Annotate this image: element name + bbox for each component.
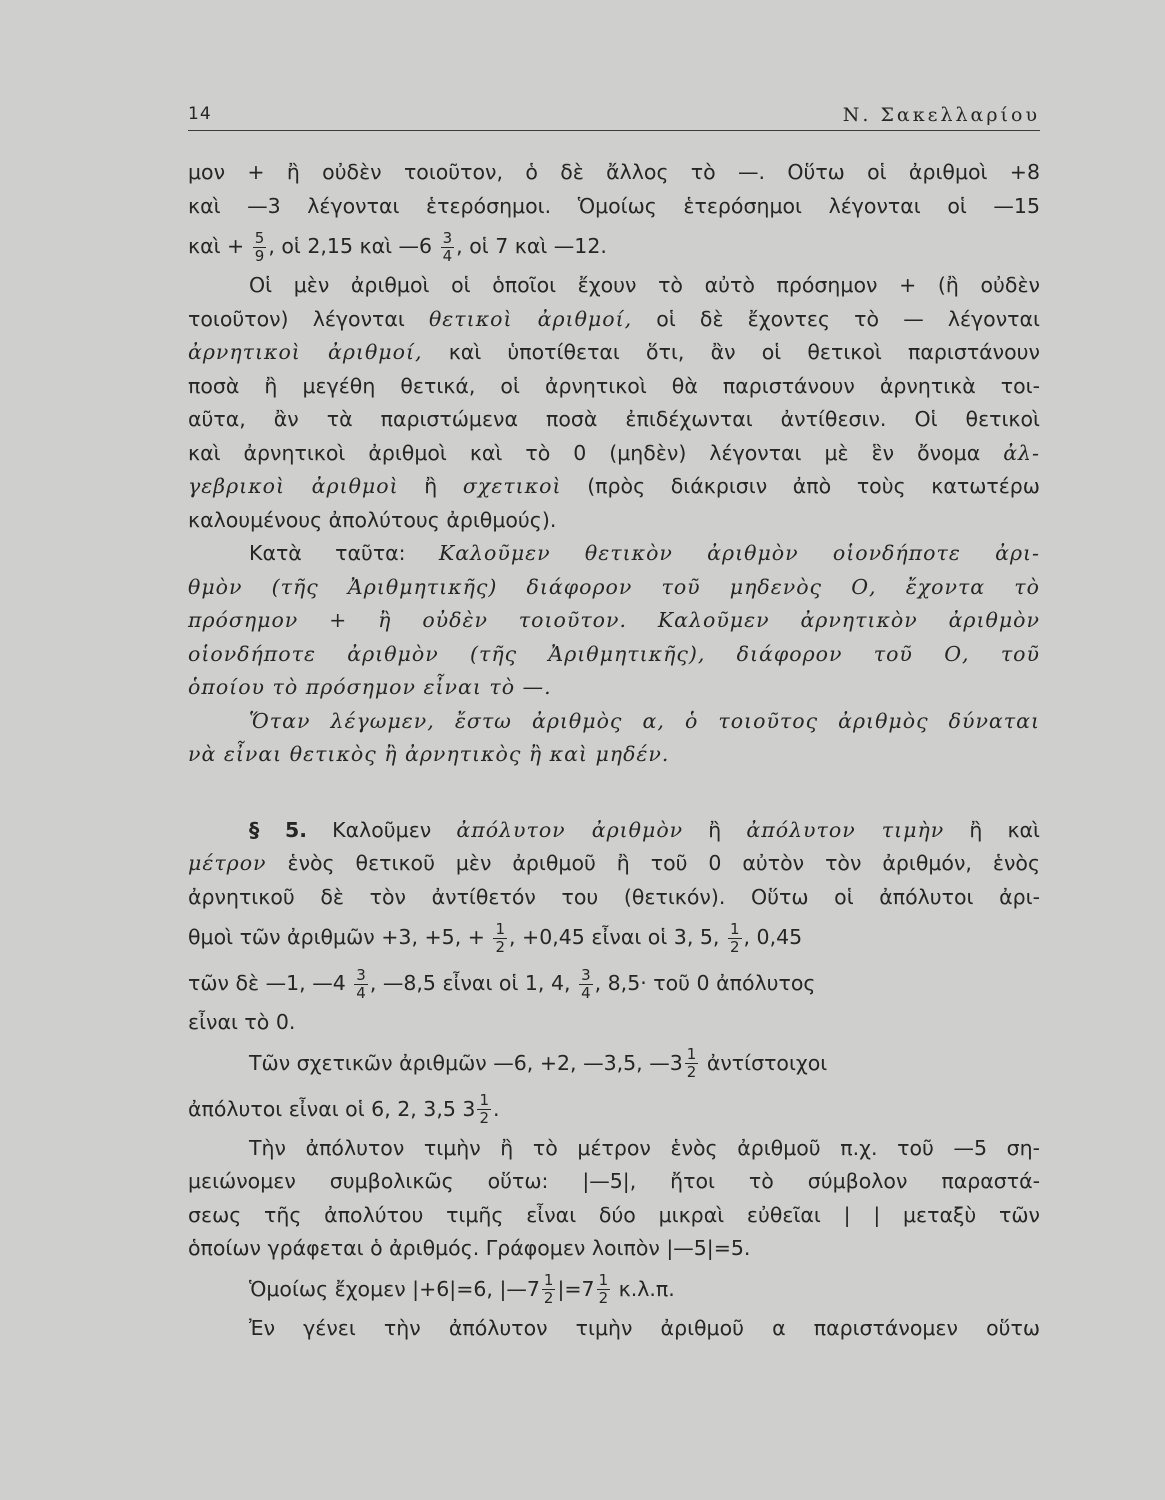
fraction-denominator: 2 bbox=[479, 1109, 490, 1127]
fraction-numerator: 1 bbox=[543, 1271, 554, 1289]
text-line bbox=[188, 914, 1040, 960]
fraction-numerator: 5 bbox=[254, 228, 265, 247]
text-line: μον + ἢ οὐδὲν τοιοῦτον, ὁ δὲ ἄλλος τὸ —. Οὕτω οἱ ἀριθμοὶ +8 bbox=[188, 160, 1040, 184]
text-segment: Καλοῦμεν bbox=[332, 817, 432, 842]
paragraph bbox=[188, 156, 1040, 269]
page-number: 14 bbox=[188, 104, 212, 124]
text-segment: ἀπόλυτοι εἶναι οἱ 6, 2, 3,5 3 bbox=[188, 1096, 476, 1121]
text-segment: , +0,45 εἶναι οἱ 3, 5, bbox=[509, 925, 720, 949]
fraction-numerator: 3 bbox=[356, 965, 366, 984]
fraction bbox=[441, 230, 455, 265]
text-line bbox=[188, 1040, 1040, 1086]
fraction bbox=[728, 921, 742, 956]
paragraph bbox=[188, 1132, 1040, 1266]
text-segment: |=7 bbox=[557, 1276, 595, 1301]
italic-term: θετικοὶ ἀριθμοί, bbox=[428, 306, 633, 331]
text-segment: Τῶν σχετικῶν ἀριθμῶν —6, +2, —3,5, —3 bbox=[249, 1050, 683, 1075]
fraction-numerator: 1 bbox=[729, 919, 740, 938]
text-segment: ἑνὸς θετικοῦ μὲν ἀριθμοῦ ἢ τοῦ 0 αὐτὸν τὸν ἀριθμόν, ἑνὸς bbox=[287, 851, 1040, 875]
text-line bbox=[188, 537, 1040, 571]
text-line bbox=[188, 960, 1040, 1006]
text-segment: , 0,45 bbox=[743, 925, 803, 949]
text-line bbox=[188, 303, 1040, 337]
text-line: Ἐν γένει τὴν ἀπόλυτον τιμὴν ἀριθμοῦ α παριστάνομεν οὕτω bbox=[249, 1315, 1040, 1340]
fraction bbox=[597, 1272, 611, 1307]
text-line: ὁποίων γράφεται ὁ ἀριθμός. Γράφομεν λοιπὸν |—5|=5. bbox=[188, 1236, 751, 1260]
fraction-denominator: 2 bbox=[543, 1289, 554, 1307]
text-segment: καὶ + bbox=[188, 234, 245, 258]
text-segment: . bbox=[493, 1096, 500, 1121]
fraction-denominator: 4 bbox=[356, 983, 366, 1002]
fraction-denominator: 4 bbox=[442, 246, 453, 265]
italic-definition: Καλοῦμεν θετικὸν ἀριθμὸν οἱονδήποτε ἀρι- bbox=[438, 541, 1040, 565]
fraction bbox=[579, 967, 593, 1002]
text-line: Ὅταν λέγωμεν, ἔστω ἀριθμὸς α, ὁ τοιοῦτος ἀριθμὸς δύναται bbox=[249, 708, 1040, 733]
paragraph bbox=[188, 1312, 1040, 1346]
text-segment: ἢ καὶ bbox=[969, 817, 1040, 842]
text-line: καλουμένους ἀπολύτους ἀριθμούς). bbox=[188, 507, 557, 532]
fraction bbox=[685, 1046, 699, 1081]
text-line bbox=[188, 223, 1040, 269]
section-number: § 5. bbox=[249, 817, 308, 842]
text-segment: Ὁμοίως ἔχομεν |+6|=6, |—7 bbox=[249, 1276, 540, 1301]
fraction bbox=[354, 967, 368, 1002]
section-gap bbox=[188, 772, 1040, 814]
text-line bbox=[188, 336, 1040, 370]
text-segment: ἀντίστοιχοι bbox=[706, 1050, 828, 1075]
text-line: σεως τῆς ἀπολύτου τιμῆς εἶναι δύο μικραὶ εὐθεῖαι | | μεταξὺ τῶν bbox=[188, 1202, 1040, 1227]
text-segment: καὶ ὑποτίθεται ὅτι, ἂν οἱ θετικοὶ παριστάνουν bbox=[448, 340, 1040, 364]
italic-term: γεβρικοὶ ἀριθμοὶ bbox=[188, 474, 399, 498]
fraction-numerator: 3 bbox=[581, 965, 591, 984]
running-head-author: Ν. Σακελλαρίου bbox=[842, 104, 1040, 126]
italic-term: ἀπόλυτον τιμὴν bbox=[746, 817, 945, 842]
fraction-denominator: 2 bbox=[729, 937, 740, 956]
fraction-denominator: 2 bbox=[495, 937, 505, 956]
fraction-denominator: 2 bbox=[686, 1063, 697, 1081]
text-segment: θμοὶ τῶν ἀριθμῶν +3, +5, + bbox=[188, 925, 485, 949]
page-body bbox=[188, 156, 1040, 1345]
text-segment: καὶ ἀρνητικοὶ ἀριθμοὶ καὶ τὸ 0 (μηδὲν) λέγονται μὲ ἓν ὄνομα bbox=[188, 440, 981, 465]
fraction-numerator: 1 bbox=[479, 1091, 490, 1109]
text-line: οἱονδήποτε ἀριθμὸν (τῆς Ἀριθμητικῆς), διάφορον τοῦ Ο, τοῦ bbox=[188, 641, 1040, 666]
fraction-denominator: 9 bbox=[254, 246, 265, 265]
text-line: νὰ εἶναι θετικὸς ἢ ἀρνητικὸς ἢ καὶ μηδέν. bbox=[188, 742, 670, 766]
text-line: Οἱ μὲν ἀριθμοὶ οἱ ὁποῖοι ἔχουν τὸ αὐτὸ πρόσημον + (ἢ οὐδὲν bbox=[249, 273, 1040, 297]
text-line bbox=[188, 814, 1040, 848]
paragraph-note bbox=[188, 705, 1040, 772]
section-5 bbox=[188, 814, 1040, 1040]
text-line bbox=[188, 1266, 1040, 1312]
fraction-numerator: 1 bbox=[686, 1045, 697, 1063]
text-line: ὁποίου τὸ πρόσημον εἶναι τὸ —. bbox=[188, 675, 552, 699]
page-header bbox=[188, 100, 1040, 131]
text-line bbox=[188, 470, 1040, 504]
italic-term: ἀρνητικοὶ ἀριθμοί, bbox=[188, 340, 423, 364]
text-segment: ἢ bbox=[424, 474, 438, 498]
text-segment: (πρὸς διάκρισιν ἀπὸ τοὺς κατωτέρω bbox=[587, 474, 1040, 498]
paragraph bbox=[188, 1040, 1040, 1132]
fraction-numerator: 1 bbox=[495, 919, 505, 938]
italic-term: ἀλ- bbox=[1003, 440, 1040, 465]
fraction-denominator: 2 bbox=[598, 1289, 609, 1307]
text-line bbox=[188, 847, 1040, 881]
text-segment: , οἱ 7 καὶ —12. bbox=[456, 234, 607, 258]
fraction bbox=[493, 921, 507, 956]
text-line: καὶ —3 λέγονται ἑτερόσημοι. Ὁμοίως ἑτερόσημοι λέγονται οἱ —15 bbox=[188, 193, 1040, 218]
fraction bbox=[542, 1272, 556, 1307]
fraction-denominator: 4 bbox=[581, 983, 591, 1002]
text-line: θμὸν (τῆς Ἀριθμητικῆς) διάφορον τοῦ μηδενὸς Ο, ἔχοντα τὸ bbox=[188, 574, 1040, 599]
text-line: εἶναι τὸ 0. bbox=[188, 1010, 296, 1034]
fraction bbox=[477, 1092, 491, 1127]
italic-term: σχετικοὶ bbox=[462, 474, 562, 498]
text-line: πρόσημον + ἢ οὐδὲν τοιοῦτον. Καλοῦμεν ἀρνητικὸν ἀριθμὸν bbox=[188, 608, 1040, 632]
text-line: μειώνομεν συμβολικῶς οὕτω: |—5|, ἤτοι τὸ σύμβολον παραστά- bbox=[188, 1169, 1040, 1193]
text-line bbox=[188, 1086, 1040, 1132]
fraction-numerator: 3 bbox=[442, 228, 453, 247]
text-segment: , 8,5· τοῦ 0 ἀπόλυτος bbox=[594, 971, 816, 995]
text-line bbox=[188, 437, 1040, 471]
text-segment: , οἱ 2,15 καὶ —6 bbox=[268, 234, 433, 258]
text-segment: Κατὰ ταῦτα: bbox=[249, 541, 406, 565]
fraction-numerator: 1 bbox=[598, 1271, 609, 1289]
text-segment: , —8,5 εἶναι οἱ 1, 4, bbox=[369, 971, 571, 995]
text-segment: τῶν δὲ —1, —4 bbox=[188, 971, 346, 995]
text-line: ἀρνητικοῦ δὲ τὸν ἀντίθετόν του (θετικόν). Οὕτω οἱ ἀπόλυτοι ἀρι- bbox=[188, 884, 1040, 909]
text-line: Τὴν ἀπόλυτον τιμὴν ἢ τὸ μέτρον ἑνὸς ἀριθμοῦ π.χ. τοῦ —5 ση- bbox=[249, 1135, 1040, 1160]
paragraph bbox=[188, 269, 1040, 537]
text-line: ποσὰ ἢ μεγέθη θετικά, οἱ ἀρνητικοὶ θὰ παριστάνουν ἀρνητικὰ τοι- bbox=[188, 373, 1040, 398]
paragraph-definition bbox=[188, 537, 1040, 705]
italic-term: μέτρον bbox=[188, 851, 267, 875]
text-line: αῦτα, ἂν τὰ παριστώμενα ποσὰ ἐπιδέχωνται ἀντίθεσιν. Οἱ θετικοὶ bbox=[188, 407, 1040, 431]
fraction bbox=[253, 230, 267, 265]
text-segment: οἱ δὲ ἔχοντες τὸ — λέγονται bbox=[656, 306, 1040, 331]
paragraph bbox=[188, 1266, 1040, 1312]
italic-term: ἀπόλυτον ἀριθμὸν bbox=[456, 817, 684, 842]
text-segment: κ.λ.π. bbox=[612, 1276, 675, 1301]
text-segment: τοιοῦτον) λέγονται bbox=[188, 306, 405, 331]
text-segment: ἢ bbox=[708, 817, 722, 842]
